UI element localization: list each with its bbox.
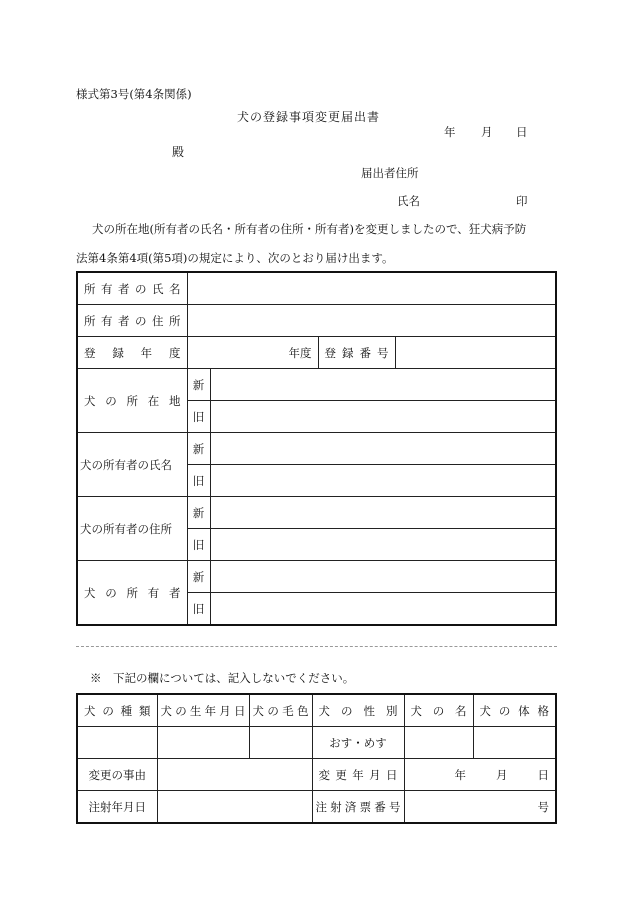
change-reason-label: 変更の事由 [77,759,157,791]
dog-owner-text [78,585,187,601]
injection-number-text [313,799,404,815]
label-char: 別 [386,703,398,718]
label-char: 変 [318,767,330,782]
dog-location-text [78,393,187,409]
dog-owner-name-label [77,433,187,497]
new-mark: 新 [187,497,210,529]
dog-owner-address-old-field[interactable] [210,529,556,561]
dog-owner-name-old-field[interactable] [210,465,556,497]
injection-date-label: 注射年月日 [77,791,157,824]
change-year-label: 年 [454,767,466,782]
label-char: 毛 [282,703,294,718]
sex-options: おす・めす [329,735,387,750]
dog-owner-address-label [77,497,187,561]
label-char: 月 [369,767,381,782]
form-number: 様式第3号(第4条関係) [76,87,192,101]
change-month-label: 月 [496,767,508,782]
label-char: 日 [233,703,246,718]
applicant-name-label: 氏名 [397,194,420,208]
header-dog-birthdate-text [158,703,249,719]
label-char: 体 [518,703,530,718]
table-row [77,759,556,791]
label-char: 犬 [84,703,96,718]
table-row [77,791,556,824]
table-row [77,727,556,759]
change-date-label [312,759,404,791]
old-mark: 旧 [187,401,210,433]
change-reason-field[interactable] [157,759,312,791]
new-mark: 新 [187,433,210,465]
label-char: 住 [152,313,164,328]
registration-year-text [78,345,187,361]
registration-year-field[interactable] [187,337,318,369]
table-row [77,305,556,337]
label-char: 所 [84,281,96,296]
label-char: 号 [388,799,401,814]
old-mark: 旧 [187,465,210,497]
header-dog-color-text [250,703,312,719]
registration-number-label [318,337,395,369]
dog-breed-field[interactable] [77,727,157,759]
old-mark: 旧 [187,529,210,561]
label-char: 犬 [318,703,330,718]
cut-line-divider [76,646,557,647]
injection-number-label [312,791,404,824]
label-char: 者 [118,281,130,296]
label-char: 有 [147,585,160,600]
owner-address-label [77,305,187,337]
label-char: 射 [330,799,342,814]
label-char: 犬 [479,703,491,718]
label-char: 番 [374,799,386,814]
table-row [77,272,556,305]
label-char: 所 [126,585,138,600]
header-dog-birthdate [157,694,249,727]
table-row [77,497,556,529]
dog-owner-label [77,561,187,626]
label-char: 犬 [84,585,96,600]
new-mark: 新 [187,369,210,401]
header-dog-size [473,694,556,727]
label-char: の [432,703,445,718]
label-char: 票 [359,799,372,814]
dog-name-field[interactable] [404,727,473,759]
label-char: 度 [168,345,181,360]
registration-number-field[interactable] [395,337,556,369]
label-char: 名 [169,281,181,296]
dog-owner-address-text: 犬の所有者の住所 [80,521,172,536]
label-char: 注 [315,799,327,814]
owner-name-label [77,272,187,305]
old-mark: 旧 [187,593,210,626]
applicant-address-label: 届出者住所 [361,166,419,180]
dog-owner-name-text: 犬の所有者の氏名 [80,457,172,472]
date-month-label: 月 [481,125,493,139]
new-mark: 新 [187,561,210,593]
dog-birthdate-field[interactable] [157,727,249,759]
label-char: 名 [455,703,467,718]
dog-size-field[interactable] [473,727,556,759]
label-char: 更 [335,767,347,782]
date-day-label: 日 [516,125,528,139]
label-char: 有 [101,281,113,296]
date-year-label: 年 [444,125,456,139]
injection-number-field[interactable] [404,791,556,824]
dog-location-label [77,369,187,433]
dog-color-field[interactable] [249,727,312,759]
label-char: の [175,703,187,718]
label-char: 有 [101,313,113,328]
label-char: 所 [126,393,138,408]
label-char: 登 [84,345,96,360]
label-char: 登 [324,345,336,360]
owner-name-text [78,281,187,297]
registration-number-text [319,345,395,361]
label-char: 在 [147,393,160,408]
label-char: 済 [344,799,357,814]
change-date-text [313,767,404,783]
label-char: の [135,281,147,296]
addressee-label: 殿 [172,145,185,159]
label-char: 氏 [152,281,164,296]
label-char: 犬 [410,703,422,718]
label-char: 号 [377,345,389,360]
label-char: 者 [118,313,130,328]
label-char: の [105,393,117,408]
label-char: 日 [386,767,398,782]
header-dog-breed-text [78,703,157,719]
body-text-line2: 法第4条第4項(第5項)の規定により、次のとおり届け出ます。 [76,251,394,265]
label-char: 録 [342,345,354,360]
registration-year-label [77,337,187,369]
change-date-field[interactable] [404,759,556,791]
label-char: 生 [189,703,202,718]
table-row [77,433,556,465]
dog-owner-name-new-field[interactable] [210,433,556,465]
label-char: 犬 [252,703,264,718]
owner-address-field[interactable] [187,305,556,337]
table-row [77,561,556,593]
label-char: 犬 [160,703,172,718]
owner-name-field[interactable] [187,272,556,305]
page-title: 犬の登録事項変更届出書 [237,110,381,124]
label-char: 犬 [84,393,96,408]
main-form-table [76,271,557,626]
dog-sex-field[interactable] [312,727,404,759]
change-day-label: 日 [537,767,549,782]
label-char: 格 [537,703,549,718]
label-char: 類 [138,703,151,718]
dog-owner-address-new-field[interactable] [210,497,556,529]
dog-owner-new-field[interactable] [210,561,556,593]
seal-mark: 印 [516,194,528,208]
label-char: 色 [296,703,309,718]
label-char: の [267,703,279,718]
table-row [77,369,556,401]
label-char: の [135,313,147,328]
label-char: の [498,703,511,718]
label-char: 年 [352,767,364,782]
label-char: 番 [359,345,371,360]
body-text-line1: 犬の所在地(所有者の氏名・所有者の住所・所有者)を変更しましたので、狂犬病予防 [92,222,527,236]
label-char: 地 [169,393,181,408]
injection-date-field[interactable] [157,791,312,824]
label-char: の [102,703,114,718]
label-char: 性 [363,703,375,718]
label-char: の [341,703,353,718]
table-row [77,694,556,727]
owner-address-text [78,313,187,329]
label-char: 所 [169,313,181,328]
dog-owner-old-field[interactable] [210,593,556,626]
dog-location-new-field[interactable] [210,369,556,401]
table-row [77,337,556,369]
header-dog-name-text [405,703,473,719]
label-char: 者 [169,585,181,600]
label-char: の [105,585,117,600]
year-suffix: 年度 [288,345,312,360]
header-dog-breed [77,694,157,727]
office-use-note: ※ 下記の欄については、記入しないでください。 [90,671,355,685]
header-dog-name [404,694,473,727]
office-use-table [76,693,557,824]
number-suffix: 号 [537,799,549,814]
label-char: 年 [140,345,153,360]
header-dog-color [249,694,312,727]
header-dog-sex [312,694,404,727]
header-dog-size-text [474,703,556,719]
label-char: 種 [120,703,133,718]
header-dog-sex-text [313,703,404,719]
label-char: 月 [219,703,231,718]
dog-location-old-field[interactable] [210,401,556,433]
label-char: 年 [204,703,217,718]
label-char: 所 [84,313,96,328]
label-char: 録 [112,345,124,360]
